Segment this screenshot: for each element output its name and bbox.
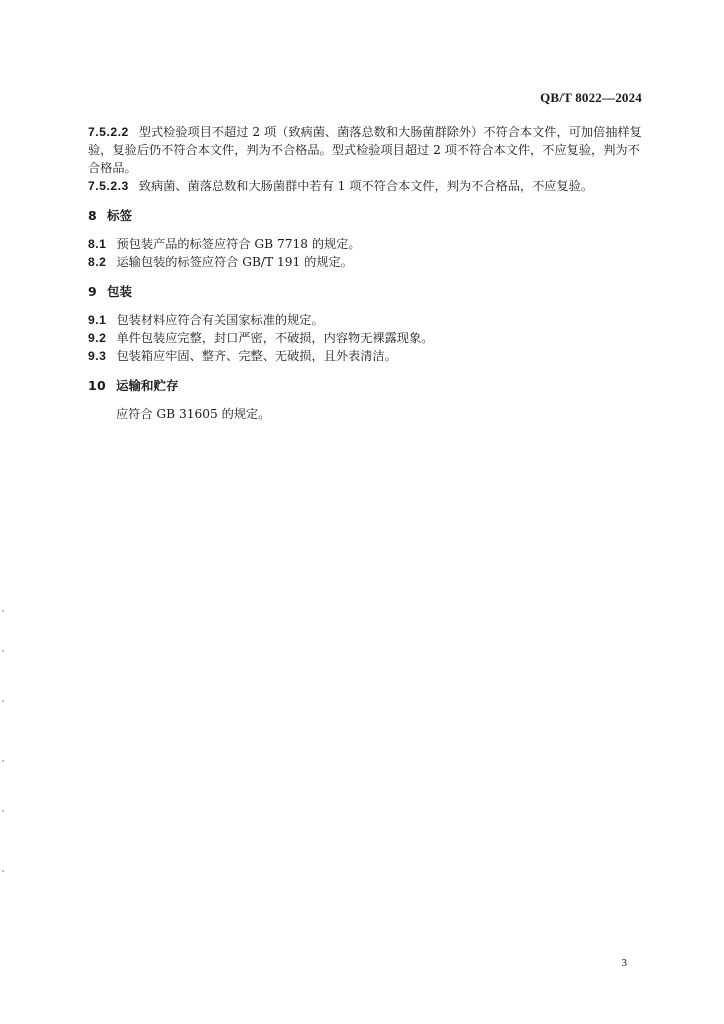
- clause-text: 致病菌、菌落总数和大肠菌群中若有 1 项不符合本文件，判为不合格品，不应复验。: [138, 179, 594, 193]
- clause-number: 8.1: [88, 237, 107, 251]
- section-number: 10: [88, 378, 106, 393]
- section-heading-10: [88, 377, 643, 395]
- section-title: 包装: [107, 284, 133, 299]
- clause-text: 包装箱应牢固、整齐、完整、无破损，且外表清洁。: [116, 349, 397, 363]
- clause-number: 7.5.2.2: [88, 125, 129, 139]
- document-code: QB/T 8022—2024: [540, 90, 642, 105]
- scan-speck: [2, 610, 4, 612]
- clause-number: 9.2: [88, 331, 107, 345]
- section-title: 标签: [107, 208, 133, 223]
- clause-9-1: [88, 311, 643, 329]
- scan-speck: [2, 700, 4, 702]
- section-title: 运输和贮存: [116, 378, 179, 393]
- clause-7-5-2-2: [88, 123, 643, 177]
- section-number: 9: [88, 284, 97, 299]
- clause-text: 单件包装应完整，封口严密，不破损，内容物无裸露现象。: [116, 331, 434, 345]
- section-heading-8: [88, 207, 643, 225]
- clause-9-2: [88, 329, 643, 347]
- page-number: 3: [621, 957, 627, 969]
- clause-8-1: [88, 235, 643, 253]
- clause-text: 包装材料应符合有关国家标准的规定。: [116, 313, 324, 327]
- scan-speck: [2, 810, 4, 812]
- scan-speck: [2, 760, 4, 762]
- clause-number: 8.2: [88, 255, 107, 269]
- clause-9-3: [88, 347, 643, 365]
- clause-text: 运输包装的标签应符合 GB/T 191 的规定。: [116, 255, 353, 269]
- scan-speck: [2, 870, 4, 872]
- section-number: 8: [88, 208, 97, 223]
- clause-number: 9.1: [88, 313, 107, 327]
- document-body: [88, 123, 643, 423]
- section-10-body: 应符合 GB 31605 的规定。: [116, 407, 271, 421]
- clause-7-5-2-3: [88, 177, 643, 195]
- clause-number: 7.5.2.3: [88, 179, 129, 193]
- clause-text: 预包装产品的标签应符合 GB 7718 的规定。: [116, 237, 361, 251]
- clause-8-2: [88, 253, 643, 271]
- clause-text: 型式检验项目不超过 2 项（致病菌、菌落总数和大肠菌群除外）不符合本文件，可加倍抽样复验，复验后仍不符合本文件，判为不合格品。型式检验项目超过 2 项不符合本文件，不应复验，判为不合格品。: [88, 125, 642, 175]
- section-heading-9: [88, 283, 643, 301]
- scan-speck: [2, 650, 4, 652]
- clause-number: 9.3: [88, 349, 107, 363]
